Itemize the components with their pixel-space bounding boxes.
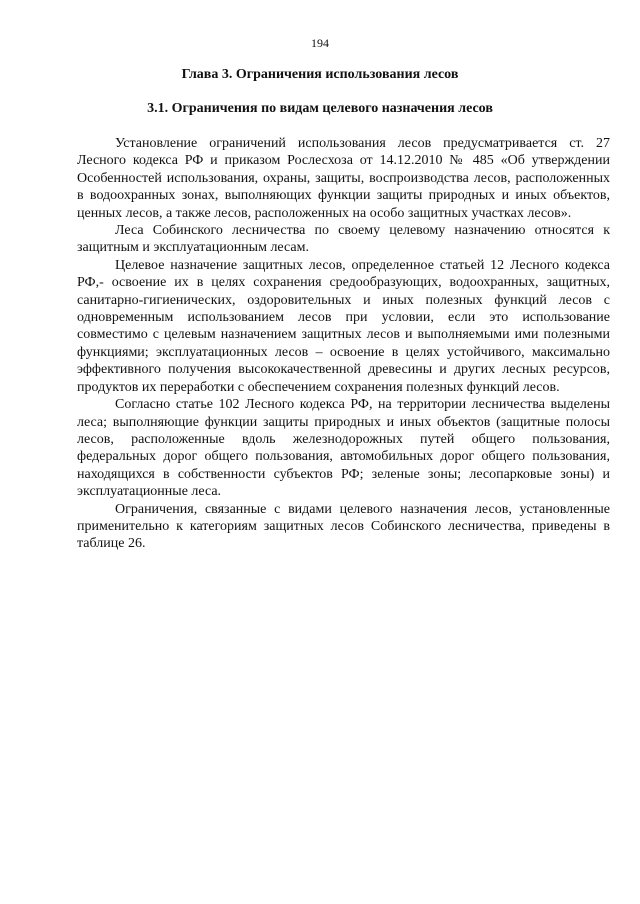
paragraph-1: Установление ограничений использования лесов предусматривается ст. 27 Лесного кодекса РФ и приказом Рослесхоза от 14.12.2010 № 485 «Об утверждении Особенностей использования, охраны, защиты, воспроизводства лесов, расположенных в водоохранных зонах, выполняющих функции защиты природных и иных объектов, ценных лесов, а также лесов, расположенных на особо защитных участках лесов». xyxy=(77,136,610,221)
page-number: 194 xyxy=(311,36,329,50)
body-text xyxy=(77,135,610,553)
chapter-title: Глава 3. Ограничения использования лесов xyxy=(181,67,459,82)
paragraph-3: Целевое назначение защитных лесов, определенное статьей 12 Лесного кодекса РФ,- освоение их в целях сохранения средообразующих, водоохранных, защитных, санитарно-гигиенических, оздоровительных и иных полезных функций лесов с одновременным использованием лесов при условии, если это использование совместимо с целевым назначением защитных лесов и выполняемыми ими полезными функциями; эксплуатационных лесов – освоение в целях устойчивого, максимально эффективного получения высококачественной древесины и других лесных ресурсов, продуктов их переработки с обеспечением сохранения полезных функций лесов. xyxy=(77,257,610,395)
section-title: 3.1. Ограничения по видам целевого назначения лесов xyxy=(147,101,493,116)
paragraph-4: Согласно статье 102 Лесного кодекса РФ, на территории лесничества выделены леса; выполняющие функции защиты природных и иных объектов (защитные полосы лесов, расположенные вдоль железнодорожных путей общего пользования, федеральных дорог общего пользования, автомобильных дорог общего пользования, находящихся в собственности субъектов РФ; зеленые зоны; лесопарковые зоны) и эксплуатационные леса. xyxy=(77,397,610,500)
paragraph-5: Ограничения, связанные с видами целевого назначения лесов, установленные применительно к категориям защитных лесов Собинского лесничества, приведены в таблице 26. xyxy=(77,501,610,552)
paragraph-2: Леса Собинского лесничества по своему целевому назначению относятся к защитным и эксплуатационным лесам. xyxy=(77,223,610,256)
